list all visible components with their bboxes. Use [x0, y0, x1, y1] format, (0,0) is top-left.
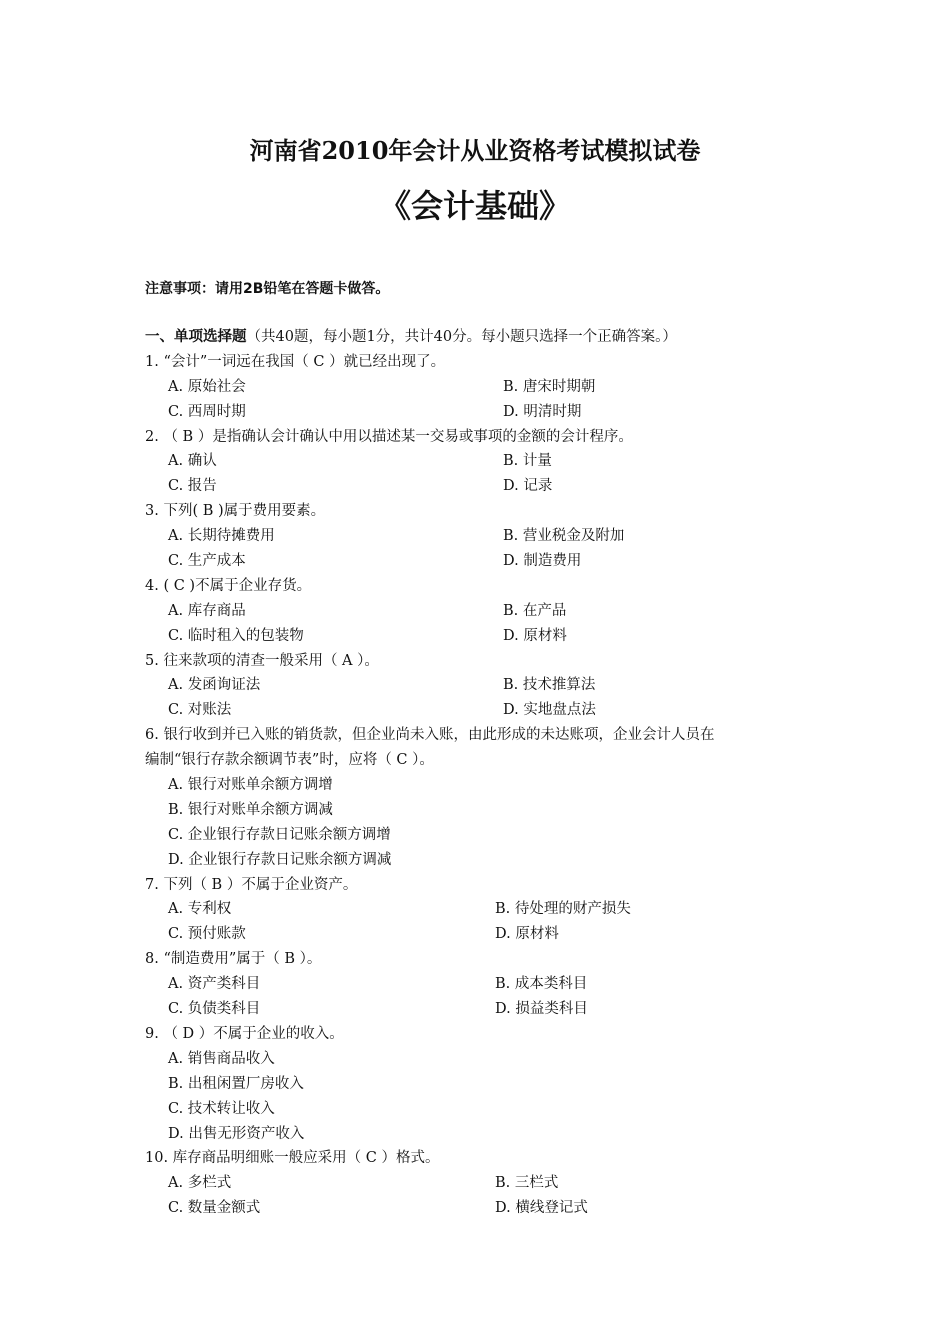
question-stem: 3. 下列( B )属于费用要素。 [145, 503, 326, 520]
answer-option: A. 销售商品收入 [168, 1050, 275, 1067]
answer-option: C. 西周时期 [168, 403, 246, 420]
answer-option: A. 专利权 [168, 901, 232, 918]
option-row [145, 972, 825, 997]
answer-option: B. 出租闲置厂房收入 [168, 1075, 304, 1092]
option-row [145, 400, 825, 425]
answer-option: A. 银行对账单余额方调增 [168, 777, 333, 794]
answer-option: C. 技术转让收入 [168, 1100, 275, 1117]
section-title: 一、单项选择题 [145, 329, 247, 345]
option-row [145, 673, 825, 698]
answer-option: A. 多栏式 [168, 1175, 232, 1192]
answer-option: A. 原始社会 [168, 378, 246, 395]
answer-option: B. 技术推算法 [503, 677, 596, 694]
answer-option: B. 成本类科目 [495, 976, 588, 993]
option-row [145, 698, 825, 723]
answer-option: A. 长期待摊费用 [168, 528, 275, 545]
option-row [145, 449, 825, 474]
question-stem: 9. （ D ）不属于企业的收入。 [145, 1025, 344, 1042]
answer-option: C. 生产成本 [168, 553, 246, 570]
option-row [145, 599, 825, 624]
question-stem: 5. 往来款项的清查一般采用（ A ）。 [145, 652, 379, 669]
answer-option: C. 临时租入的包装物 [168, 627, 304, 644]
answer-option: C. 企业银行存款日记账余额方调增 [168, 826, 391, 843]
option-row [145, 624, 825, 649]
option-row [145, 1171, 825, 1196]
answer-option: B. 唐宋时期朝 [503, 378, 596, 395]
question-stem: 8. “制造费用”属于（ B ）。 [145, 951, 322, 968]
answer-option: D. 出售无形资产收入 [168, 1125, 305, 1142]
answer-option: D. 制造费用 [503, 553, 582, 570]
question-stem: 2. （ B ）是指确认会计确认中用以描述某一交易或事项的金额的会计程序。 [145, 428, 633, 445]
question-stem: 7. 下列（ B ）不属于企业资产。 [145, 876, 358, 893]
answer-option: D. 企业银行存款日记账余额方调减 [168, 851, 392, 868]
option-row [145, 375, 825, 400]
exam-title: 河南省2010年会计从业资格考试模拟试卷 [249, 136, 701, 165]
answer-option: B. 待处理的财产损失 [495, 901, 631, 918]
section-heading [145, 325, 825, 350]
answer-option: D. 实地盘点法 [503, 702, 596, 719]
option-row [145, 997, 825, 1022]
answer-option: D. 横线登记式 [495, 1200, 588, 1217]
option-row [145, 1196, 825, 1221]
answer-option: A. 发函询证法 [168, 677, 261, 694]
answer-option: C. 数量金额式 [168, 1200, 261, 1217]
option-row [145, 897, 825, 922]
answer-option: D. 明清时期 [503, 403, 582, 420]
answer-option: D. 损益类科目 [495, 1001, 588, 1018]
answer-option: B. 营业税金及附加 [503, 528, 625, 545]
exam-subtitle: 《会计基础》 [378, 187, 571, 225]
question-stem: 6. 银行收到并已入账的销货款，但企业尚未入账，由此形成的未达账项，企业会计人员在 [145, 727, 715, 744]
option-row [145, 474, 825, 499]
answer-option: C. 负债类科目 [168, 1001, 261, 1018]
answer-option: B. 银行对账单余额方调减 [168, 801, 333, 818]
option-row [145, 922, 825, 947]
answer-option: A. 确认 [168, 453, 217, 470]
answer-option: C. 预付账款 [168, 926, 246, 943]
answer-option: B. 三栏式 [495, 1175, 559, 1192]
questions [145, 350, 825, 1221]
answer-option: B. 在产品 [503, 602, 567, 619]
question-stem: 编制“银行存款余额调节表”时，应将（ C ）。 [145, 752, 434, 769]
option-row [145, 549, 825, 574]
section-note: （共40题，每小题1分，共计40分。每小题只选择一个正确答案。） [246, 329, 677, 345]
question-stem: 10. 库存商品明细账一般应采用（ C ）格式。 [145, 1150, 440, 1167]
option-row [145, 524, 825, 549]
answer-option: C. 对账法 [168, 702, 232, 719]
answer-option: B. 计量 [503, 453, 552, 470]
question-stem: 1. “会计”一词远在我国（ C ）就已经出现了。 [145, 353, 446, 370]
exam-notice: 注意事项：请用2B铅笔在答题卡做答。 [145, 281, 390, 297]
answer-option: C. 报告 [168, 478, 217, 495]
answer-option: A. 资产类科目 [168, 976, 261, 993]
answer-option: D. 原材料 [503, 627, 567, 644]
answer-option: A. 库存商品 [168, 602, 246, 619]
answer-option: D. 原材料 [495, 926, 559, 943]
answer-option: D. 记录 [503, 478, 553, 495]
question-stem: 4. ( C )不属于企业存货。 [145, 577, 312, 594]
question-list [145, 325, 825, 1221]
